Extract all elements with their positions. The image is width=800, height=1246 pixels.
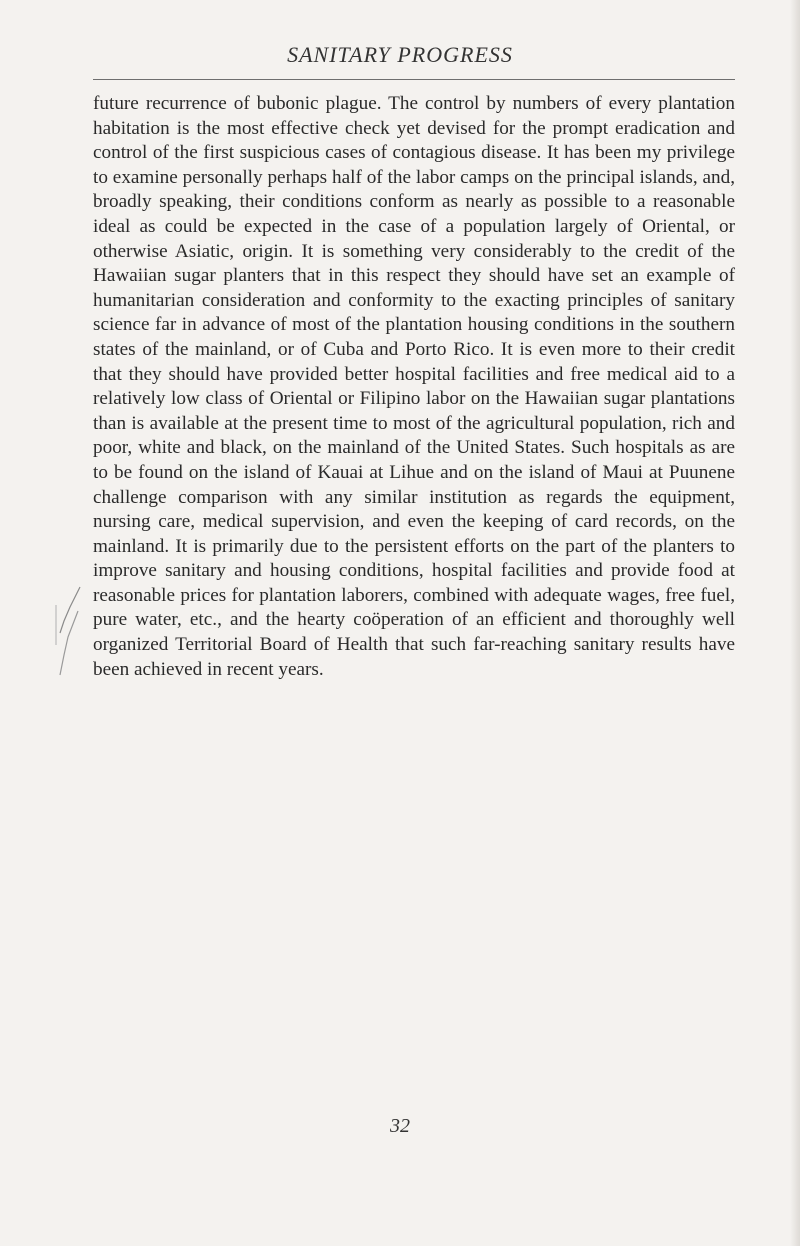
page-number: 32: [390, 1115, 410, 1137]
margin-pencil-mark: [54, 585, 84, 715]
header-rule: [93, 79, 735, 80]
page-edge-shadow: [790, 0, 800, 1246]
body-paragraph: future recurrence of bubonic plague. The control by numbers of every plantation habitation is the most effective check yet devised for the prompt eradication and control of the first suspicious cases of contagious disease. It has been my privilege to examine personally perhaps half of the labor camps on the principal islands, and, broadly speaking, their conditions conform as nearly as possible to a reasonable ideal as could be expected in the case of a population largely of Oriental, or otherwise Asiatic, origin. It is something very considerably to the credit of the Hawaiian sugar planters that in this respect they should have set an example of humanitarian consideration and conformity to the exacting principles of sanitary science far in advance of most of the plantation housing conditions in the southern states of the mainland, or of Cuba and Porto Rico. It is even more to their credit that they should have provided better hospital facilities and free medical aid to a relatively low class of Oriental or Filipino labor on the Hawaiian sugar plantations than is available at the present time to most of the agricultural population, rich and poor, white and black, on the mainland of the United States. Such hospitals as are to be found on the island of Kauai at Lihue and on the island of Maui at Puunene challenge comparison with any similar institution as regards the equipment, nursing care, medical supervision, and even the keeping of card records, on the mainland. It is primarily due to the persistent efforts on the part of the planters to improve sanitary and housing conditions, hospital facilities and provide food at reasonable prices for plantation laborers, combined with adequate wages, free fuel, pure water, etc., and the hearty coöperation of an efficient and thoroughly well organized Territorial Board of Health that such far-reaching sanitary results have been achieved in recent years.: [93, 93, 735, 680]
running-head-title: SANITARY PROGRESS: [287, 42, 513, 67]
